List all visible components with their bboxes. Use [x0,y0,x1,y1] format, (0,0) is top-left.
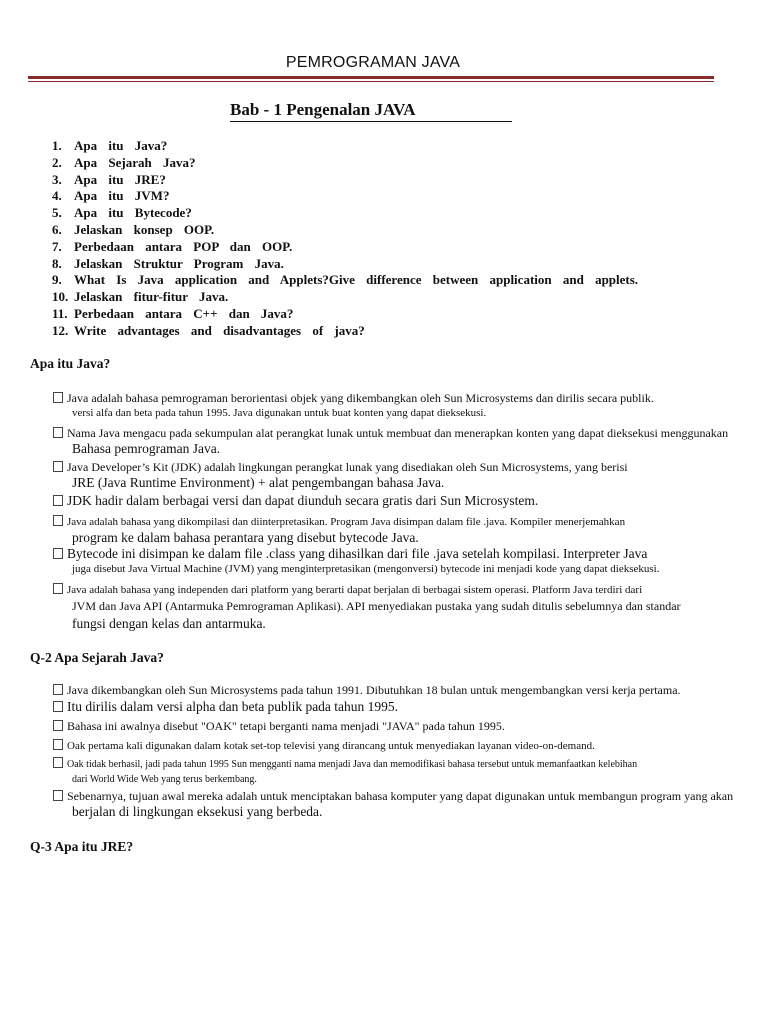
bullet-box-icon [53,427,63,438]
section-heading-java-history: Q-2 Apa Sejarah Java? [30,650,164,665]
question-list-item [52,222,638,239]
question-number: 9. [52,272,62,288]
question-list-item [52,239,638,256]
question-list-item [52,289,638,306]
bullet-box-icon [53,739,63,750]
bullet-oak-name: Bahasa ini awalnya disebut "OAK" tetapi berganti nama menjadi "JAVA" pada tahun 1995. [53,719,505,734]
bullet-bytecode-class: Bytecode ini disimpan ke dalam file .class yang dihasilkan dari file .java setelah kompilasi. Interpreter Java juga disebut Java Virtual Machine (JVM) yang menginterpretasikan (mengonversi) bytecode ini menjadi kode yang dapat dieksekusi. [53,546,659,577]
question-number: 8. [52,255,62,271]
question-text: What Is Java application and Applets?Give difference between application and applets. [74,272,639,288]
question-text: Apa itu Bytecode? [74,205,192,221]
bullet-box-icon [53,757,63,768]
bullet-box-icon [53,684,63,695]
bullet-java-definition: Java adalah bahasa pemrograman berorientasi objek yang dikembangkan oleh Sun Microsystems dan dirilis secara publik. versi alfa dan beta pada tahun 1995. Java digunakan untuk buat konten yang dapat dieksekusi. [53,391,654,421]
bullet-box-icon [53,495,63,506]
bullet-oak-renamed: Oak tidak berhasil, jadi pada tahun 1995 Sun mengganti nama menjadi Java dan memodifikasi bahasa tersebut untuk memanfaatkan kelebihan dari World Wide Web yang terus berkembang. [53,756,637,787]
bullet-box-icon [53,701,63,712]
header-rule-thick [28,76,714,79]
question-text: Apa itu JRE? [74,171,166,187]
bullet-box-icon [53,515,63,526]
question-list-item [52,188,638,205]
question-text: Apa itu Java? [74,138,168,153]
question-list-item [52,272,638,289]
question-text: Apa Sejarah Java? [74,154,196,170]
question-number: 3. [52,171,62,187]
page-header-title: PEMROGRAMAN JAVA [285,54,461,71]
bullet-jdk-versions: JDK hadir dalam berbagai versi dan dapat diunduh secara gratis dari Sun Microsystem. [53,493,538,510]
bullet-original-goal: Sebenarnya, tujuan awal mereka adalah untuk menciptakan bahasa komputer yang dapat digunakan untuk membangun program yang akan berjalan di lingkungan eksekusi yang berbeda. [53,789,733,819]
bullet-alpha-beta-release: Itu dirilis dalam versi alpha dan beta publik pada tahun 1995. [53,699,398,716]
question-list [52,138,638,340]
question-text: Write advantages and disadvantages of java? [74,322,365,338]
question-list-item [52,155,638,172]
question-list-item [52,138,638,155]
question-text: Apa itu JVM? [74,188,170,204]
question-text: Perbedaan antara POP dan OOP. [74,238,293,254]
bullet-java-name: Nama Java mengacu pada sekumpulan alat perangkat lunak untuk membuat dan menerapkan konten yang dapat dieksekusi menggunakan Bahasa pemrograman Java. [53,426,728,456]
bullet-box-icon [53,790,63,801]
question-number: 1. [52,138,62,153]
question-number: 5. [52,205,62,221]
question-number: 11. [52,305,68,321]
bullet-platform-independent: Java adalah bahasa yang independen dari platform yang berarti dapat berjalan di berbagai sistem operasi. Platform Java terdiri dari JVM dan Java API (Antarmuka Pemrograman Aplikasi). API menyediakan pustaka yang sudah ditulis sebelumnya dan standar fungsi dengan kelas dan antarmuka. [53,582,681,632]
question-number: 2. [52,154,62,170]
question-list-item [52,205,638,222]
question-number: 10. [52,289,69,305]
chapter-title: Bab - 1 Pengenalan JAVA [230,100,512,122]
bullet-oak-settop: Oak pertama kali digunakan dalam kotak set-top televisi yang dirancang untuk menyediakan layanan video-on-demand. [53,738,595,754]
header-rule-thin [28,81,714,82]
question-number: 6. [52,221,62,237]
bullet-box-icon [53,461,63,472]
question-list-item [52,306,638,323]
bullet-box-icon [53,548,63,559]
question-number: 7. [52,238,62,254]
question-list-item [52,323,638,340]
question-list-item [52,172,638,189]
question-text: Jelaskan konsep OOP. [74,221,215,237]
question-number: 12. [52,322,69,338]
bullet-history-1991: Java dikembangkan oleh Sun Microsystems pada tahun 1991. Dibutuhkan 18 bulan untuk mengembangkan versi kerja pertama. [53,683,681,698]
question-text: Jelaskan Struktur Program Java. [74,255,284,271]
question-list-item [52,256,638,273]
bullet-box-icon [53,392,63,403]
bullet-jdk-definition: Java Developer’s Kit (JDK) adalah lingkungan perangkat lunak yang disediakan oleh Sun Microsystems, yang berisi JRE (Java Runtime Environment) + alat pengembangan bahasa Java. [53,460,628,490]
bullet-box-icon [53,720,63,731]
question-text: Jelaskan fitur-fitur Java. [74,289,229,305]
question-number: 4. [52,188,62,204]
section-heading-what-is-java: Apa itu Java? [30,356,111,371]
bullet-compiled-interpreted: Java adalah bahasa yang dikompilasi dan diinterpretasikan. Program Java disimpan dalam file .java. Kompiler menerjemahkan program ke dalam bahasa perantara yang disebut bytecode Java. [53,514,625,545]
section-heading-what-is-jre: Q-3 Apa itu JRE? [30,839,134,854]
question-text: Perbedaan antara C++ dan Java? [74,305,294,321]
bullet-box-icon [53,583,63,594]
